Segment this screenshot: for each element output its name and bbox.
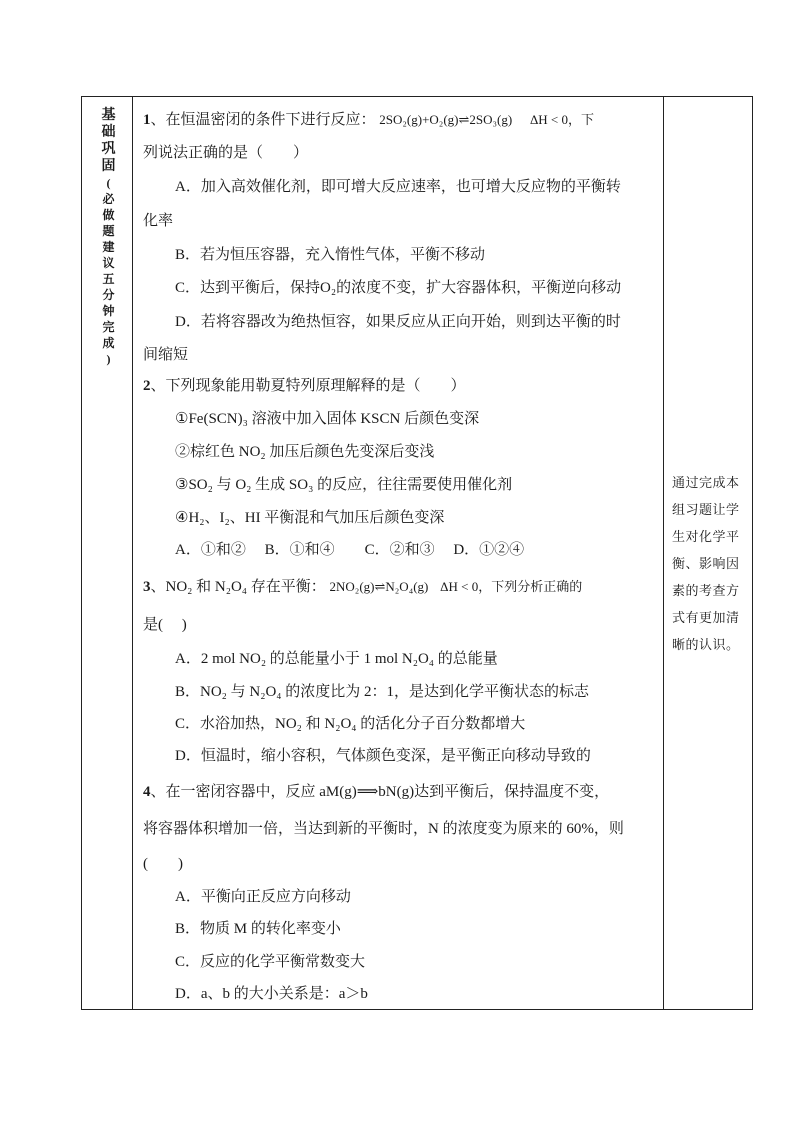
q4-option-a: A．平衡向正反应方向移动	[175, 889, 351, 905]
label-char: )	[106, 352, 111, 366]
label-char: 巩	[101, 142, 116, 157]
q3-stem-cont: 是( )	[143, 617, 187, 633]
q1-stem-cont: 列说法正确的是（ ）	[143, 145, 309, 161]
q3-option-c: C．水浴加热，NO₂ 和 N₂O₄ 的活化分子百分数都增大	[175, 716, 526, 732]
label-char: 必	[102, 192, 115, 206]
label-char: 基	[101, 108, 116, 123]
q2-stem-text: 、下列现象能用勒夏特列原理解释的是（ ）	[150, 378, 466, 394]
label-char: 钟	[102, 304, 115, 318]
q3-equation: 2NO₂(g)⇌N₂O₄(g)	[329, 579, 429, 594]
label-char: 题	[102, 224, 115, 238]
q2-item-3: ③SO₂ 与 O₂ 生成 SO₃ 的反应，往往需要使用催化剂	[175, 477, 513, 493]
q4-stem-cont: 将容器体积增加一倍，当达到新的平衡时，N 的浓度变为原来的 60%，则	[143, 821, 624, 837]
q3-stem-text: 、NO₂ 和 N₂O₄ 存在平衡：	[150, 579, 326, 595]
design-note-text: 通过完成本组习题让学生对化学平衡、影响因素的考查方式有更加清晰的认识。	[672, 475, 740, 652]
q1-option-d: D．若将容器改为绝热恒容，如果反应从正向开始，则到达平衡的时	[175, 314, 621, 330]
q4-option-b: B．物质 M 的转化率变小	[175, 921, 341, 937]
q2-number: 2	[143, 378, 151, 394]
q1-stem-text: 、在恒温密闭的条件下进行反应：	[150, 112, 376, 128]
q1-option-d-cont: 间缩短	[143, 347, 189, 363]
label-char: 做	[102, 208, 115, 222]
q4-option-c: C．反应的化学平衡常数变大	[175, 954, 366, 970]
label-char: 固	[101, 159, 116, 174]
label-char: 议	[102, 256, 115, 270]
q1-option-c: C．达到平衡后，保持O₂的浓度不变，扩大容器体积，平衡逆向移动	[175, 280, 622, 296]
q1-option-a: A．加入高效催化剂，即可增大反应速率，也可增大反应物的平衡转	[175, 179, 621, 195]
section-label-cell	[82, 97, 133, 1009]
q3-number: 3	[143, 579, 151, 595]
label-char: 建	[102, 240, 115, 254]
label-char: 分	[102, 288, 115, 302]
q2-item-2: ②棕红色 NO₂ 加压后颜色先变深后变浅	[175, 444, 435, 460]
q1-enthalpy: ΔH < 0，下	[529, 112, 595, 127]
label-char: 础	[101, 125, 116, 140]
label-char: (	[106, 176, 111, 190]
q1-number: 1	[143, 112, 151, 128]
q2-item-1: ①Fe(SCN)₃ 溶液中加入固体 KSCN 后颜色变深	[175, 411, 480, 427]
questions-cell	[133, 97, 665, 1009]
q1-option-a-cont: 化率	[143, 213, 174, 229]
q3-stem	[143, 577, 582, 597]
label-char: 五	[102, 272, 115, 286]
label-char: 成	[102, 336, 115, 350]
q1-equation: 2SO₂(g)+O₂(g)⇌2SO₃(g)	[379, 112, 513, 127]
q4-number: 4	[143, 784, 151, 800]
label-char: 完	[102, 320, 115, 334]
design-note-cell	[663, 97, 752, 1009]
q4-stem	[143, 782, 609, 802]
exercise-table	[81, 96, 753, 1010]
q1-option-b: B．若为恒压容器，充入惰性气体，平衡不移动	[175, 247, 486, 263]
section-label-vertical	[101, 107, 116, 367]
q4-option-d: D．a、b 的大小关系是：a＞b	[175, 986, 368, 1002]
q2-choices: A．①和② B．①和④ C．②和③ D．①②④	[175, 542, 525, 558]
q3-option-a: A．2 mol NO₂ 的总能量小于 1 mol N₂O₄ 的总能量	[175, 651, 498, 667]
q3-option-b: B．NO₂ 与 N₂O₄ 的浓度比为 2：1，是达到化学平衡状态的标志	[175, 684, 590, 700]
q2-stem	[143, 376, 466, 396]
q4-stem-cont2: ( )	[143, 856, 183, 872]
q2-item-4: ④H₂、I₂、HI 平衡混和气加压后颜色变深	[175, 510, 445, 526]
q4-stem-text: 、在一密闭容器中，反应 aM(g)⟹bN(g)达到平衡后，保持温度不变，	[150, 784, 610, 800]
q1-stem	[143, 110, 594, 130]
q3-enthalpy: ΔH < 0，下列分析正确的	[440, 579, 583, 594]
q3-option-d: D．恒温时，缩小容积，气体颜色变深，是平衡正向移动导致的	[175, 748, 591, 764]
